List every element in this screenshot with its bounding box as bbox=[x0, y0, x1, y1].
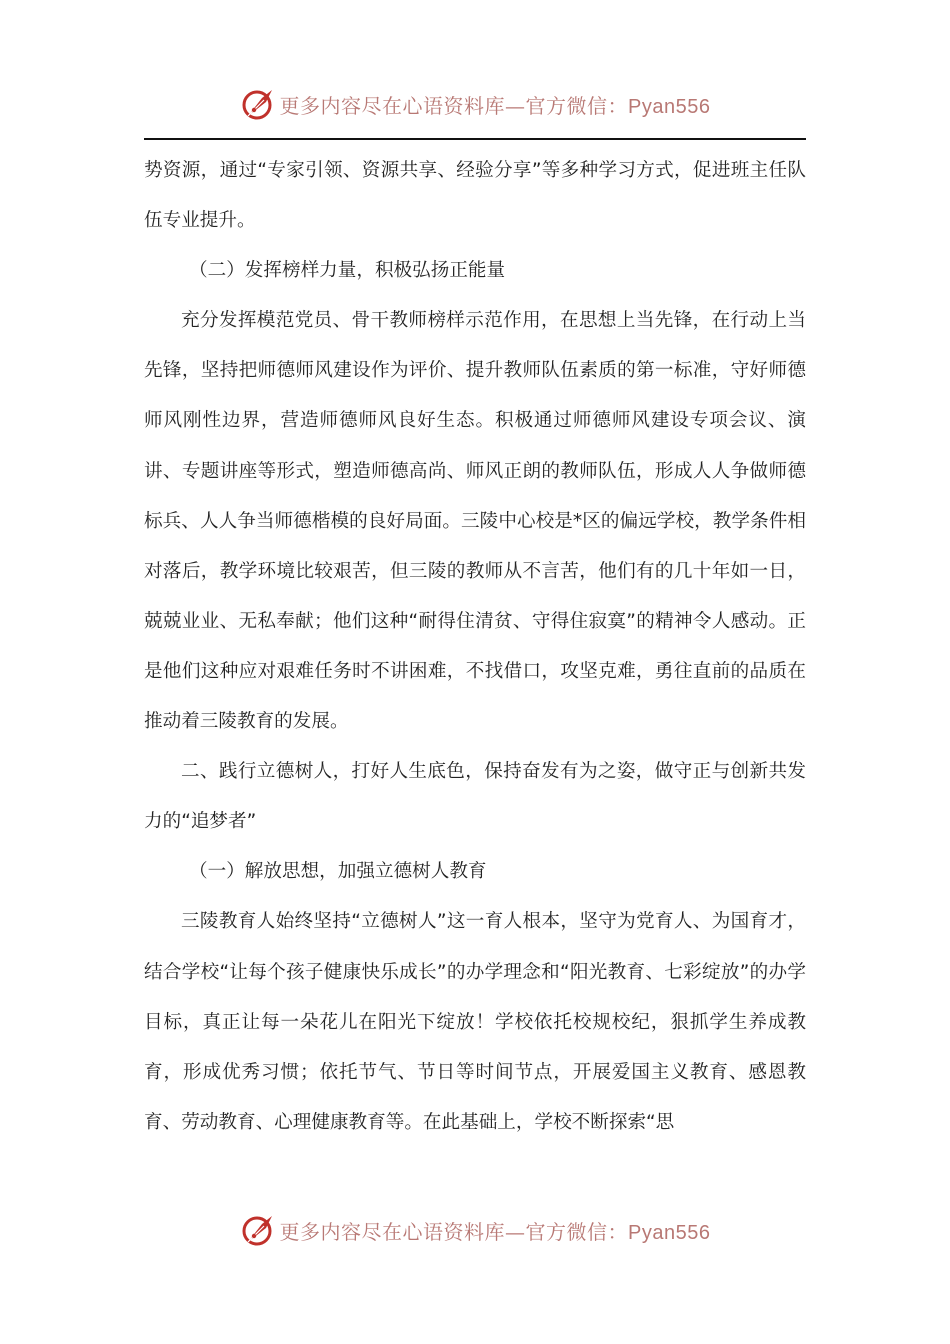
quill-logo-icon bbox=[240, 1212, 276, 1248]
section-heading: 二、践行立德树人，打好人生底色，保持奋发有为之姿，做守正与创新共发力的“追梦者” bbox=[144, 761, 806, 833]
paragraph: 充分发挥模范党员、骨干教师榜样示范作用，在思想上当先锋，在行动上当先锋，坚持把师德师风建设作为评价、提升教师队伍素质的第一标准，守好师德师风刚性边界，营造师德师风良好生态。积极通过师德师风建设专项会议、演讲、专题讲座等形式，塑造师德高尚、师风正朗的教师队伍，形成人人争做师德标兵、人人争当师德楷模的良好局面。三陵中心校是*区的偏远学校，教学条件相对落后，教学环境比较艰苦，但三陵的教师从不言苦，他们有的几十年如一日，兢兢业业、无私奉献；他们这种“耐得住清贫、守得住寂寞”的精神令人感动。正是他们这种应对艰难任务时不讲困难，不找借口，攻坚克难，勇往直前的品质在推动着三陵教育的发展。 bbox=[144, 310, 806, 733]
section-heading: （一）解放思想，加强立德树人教育 bbox=[189, 861, 487, 883]
header-banner-text bbox=[280, 90, 711, 119]
header-banner bbox=[0, 84, 950, 124]
document-body bbox=[144, 146, 806, 1148]
footer-banner-text bbox=[280, 1216, 711, 1245]
header-handle: Pyan556 bbox=[628, 95, 711, 118]
section-heading: （二）发挥榜样力量，积极弘扬正能量 bbox=[189, 260, 506, 282]
footer-site-text: 更多内容尽在心语资料库—官方微信： bbox=[279, 1219, 629, 1244]
header-site-text: 更多内容尽在心语资料库—官方微信： bbox=[279, 93, 629, 118]
footer-banner bbox=[0, 1210, 950, 1250]
header-rule bbox=[144, 138, 806, 140]
footer-handle: Pyan556 bbox=[628, 1221, 711, 1244]
paragraph: 势资源，通过“专家引领、资源共享、经验分享”等多种学习方式，促进班主任队伍专业提升。 bbox=[144, 160, 806, 232]
quill-logo-icon bbox=[240, 86, 276, 122]
paragraph: 三陵教育人始终坚持“立德树人”这一育人根本，坚守为党育人、为国育才，结合学校“让每个孩子健康快乐成长”的办学理念和“阳光教育、七彩绽放”的办学目标，真正让每一朵花儿在阳光下绽放！学校依托校规校纪，狠抓学生养成教育，形成优秀习惯；依托节气、节日等时间节点，开展爱国主义教育、感恩教育、劳动教育、心理健康教育等。在此基础上，学校不断探索“思 bbox=[144, 911, 806, 1133]
